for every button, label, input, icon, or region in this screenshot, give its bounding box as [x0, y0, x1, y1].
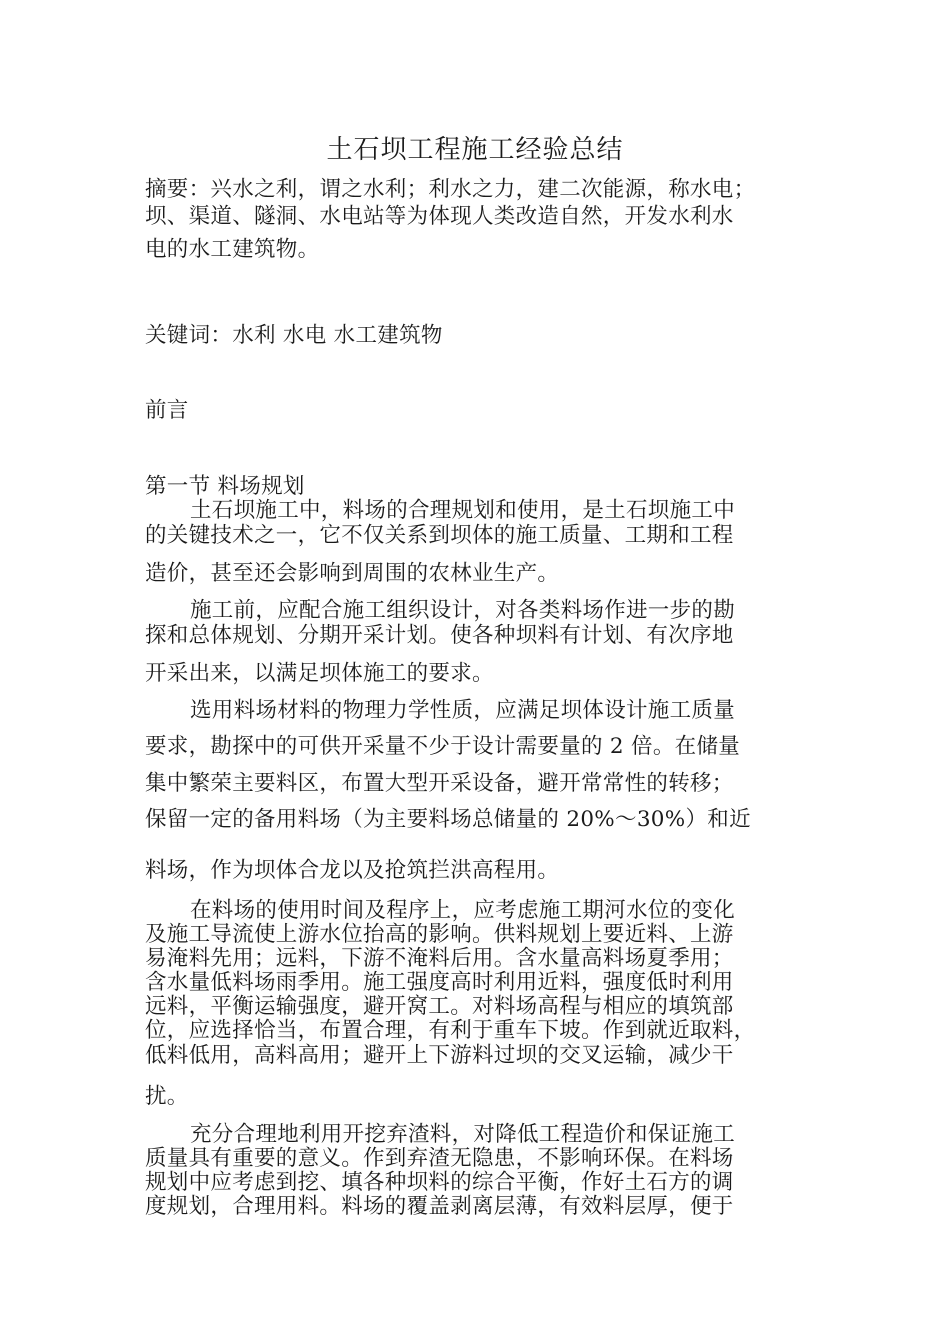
- paragraph-line: 开采出来，以满足坝体施工的要求。: [145, 661, 494, 686]
- abstract-line-2: 坝、渠道、隧洞、水电站等为体现人类改造自然，开发水利水: [145, 204, 734, 229]
- paragraph-line: 易淹料先用；远料，下游不淹料后用。含水量高料场夏季用；: [145, 946, 734, 971]
- paragraph-line: 造价，甚至还会影响到周围的农林业生产。: [145, 561, 560, 586]
- preface-heading: 前言: [145, 398, 189, 423]
- paragraph-line: 位，应选择恰当，布置合理，有利于重车下坡。作到就近取料，: [145, 1018, 756, 1043]
- document-title: 土石坝工程施工经验总结: [326, 135, 624, 165]
- paragraph-line: 要求，勘探中的可供开采量不少于设计需要量的 2 倍。在储量: [145, 734, 741, 759]
- paragraph-line: 的关键技术之一，它不仅关系到坝体的施工质量、工期和工程: [145, 523, 734, 548]
- paragraph-line: 含水量低料场雨季用。施工强度高时利用近料，强度低时利用: [145, 970, 734, 995]
- paragraph-line: 度规划，合理用料。料场的覆盖剥离层薄，有效料层厚，便于: [145, 1194, 734, 1219]
- paragraph-line: 扰。: [145, 1084, 189, 1109]
- abstract-line-3: 电的水工建筑物。: [145, 237, 320, 262]
- paragraph-line: 探和总体规划、分期开采计划。使各种坝料有计划、有次序地: [145, 623, 734, 648]
- paragraph-line: 料场，作为坝体合龙以及抢筑拦洪高程用。: [145, 858, 560, 883]
- paragraph-line: 在料场的使用时间及程序上，应考虑施工期河水位的变化: [190, 898, 736, 923]
- paragraph-line: 及施工导流使上游水位抬高的影响。供料规划上要近料、上游: [145, 922, 734, 947]
- keywords-line: 关键词：水利 水电 水工建筑物: [145, 323, 443, 348]
- paragraph-line: 低料低用，高料高用；避开上下游料过坝的交叉运输，减少干: [145, 1043, 734, 1068]
- paragraph-line: 选用料场材料的物理力学性质，应满足坝体设计施工质量: [190, 698, 736, 723]
- paragraph-line: 质量具有重要的意义。作到弃渣无隐患，不影响环保。在料场: [145, 1146, 734, 1171]
- abstract-line-1: 摘要：兴水之利，谓之水利；利水之力，建二次能源，称水电；: [145, 177, 756, 202]
- section-heading: 第一节 料场规划: [145, 474, 305, 499]
- paragraph-line: 集中繁荣主要料区，布置大型开采设备，避开常常性的转移；: [145, 771, 734, 796]
- paragraph-line: 施工前，应配合施工组织设计，对各类料场作进一步的勘: [190, 598, 736, 623]
- paragraph-line: 充分合理地利用开挖弃渣料，对降低工程造价和保证施工: [190, 1122, 736, 1147]
- paragraph-line: 规划中应考虑到挖、填各种坝料的综合平衡，作好土石方的调: [145, 1170, 734, 1195]
- paragraph-line: 土石坝施工中，料场的合理规划和使用，是土石坝施工中: [190, 498, 736, 523]
- paragraph-line: 保留一定的备用料场（为主要料场总储量的 20%～30%）和近: [145, 807, 751, 832]
- paragraph-line: 远料，平衡运输强度，避开窝工。对料场高程与相应的填筑部: [145, 994, 734, 1019]
